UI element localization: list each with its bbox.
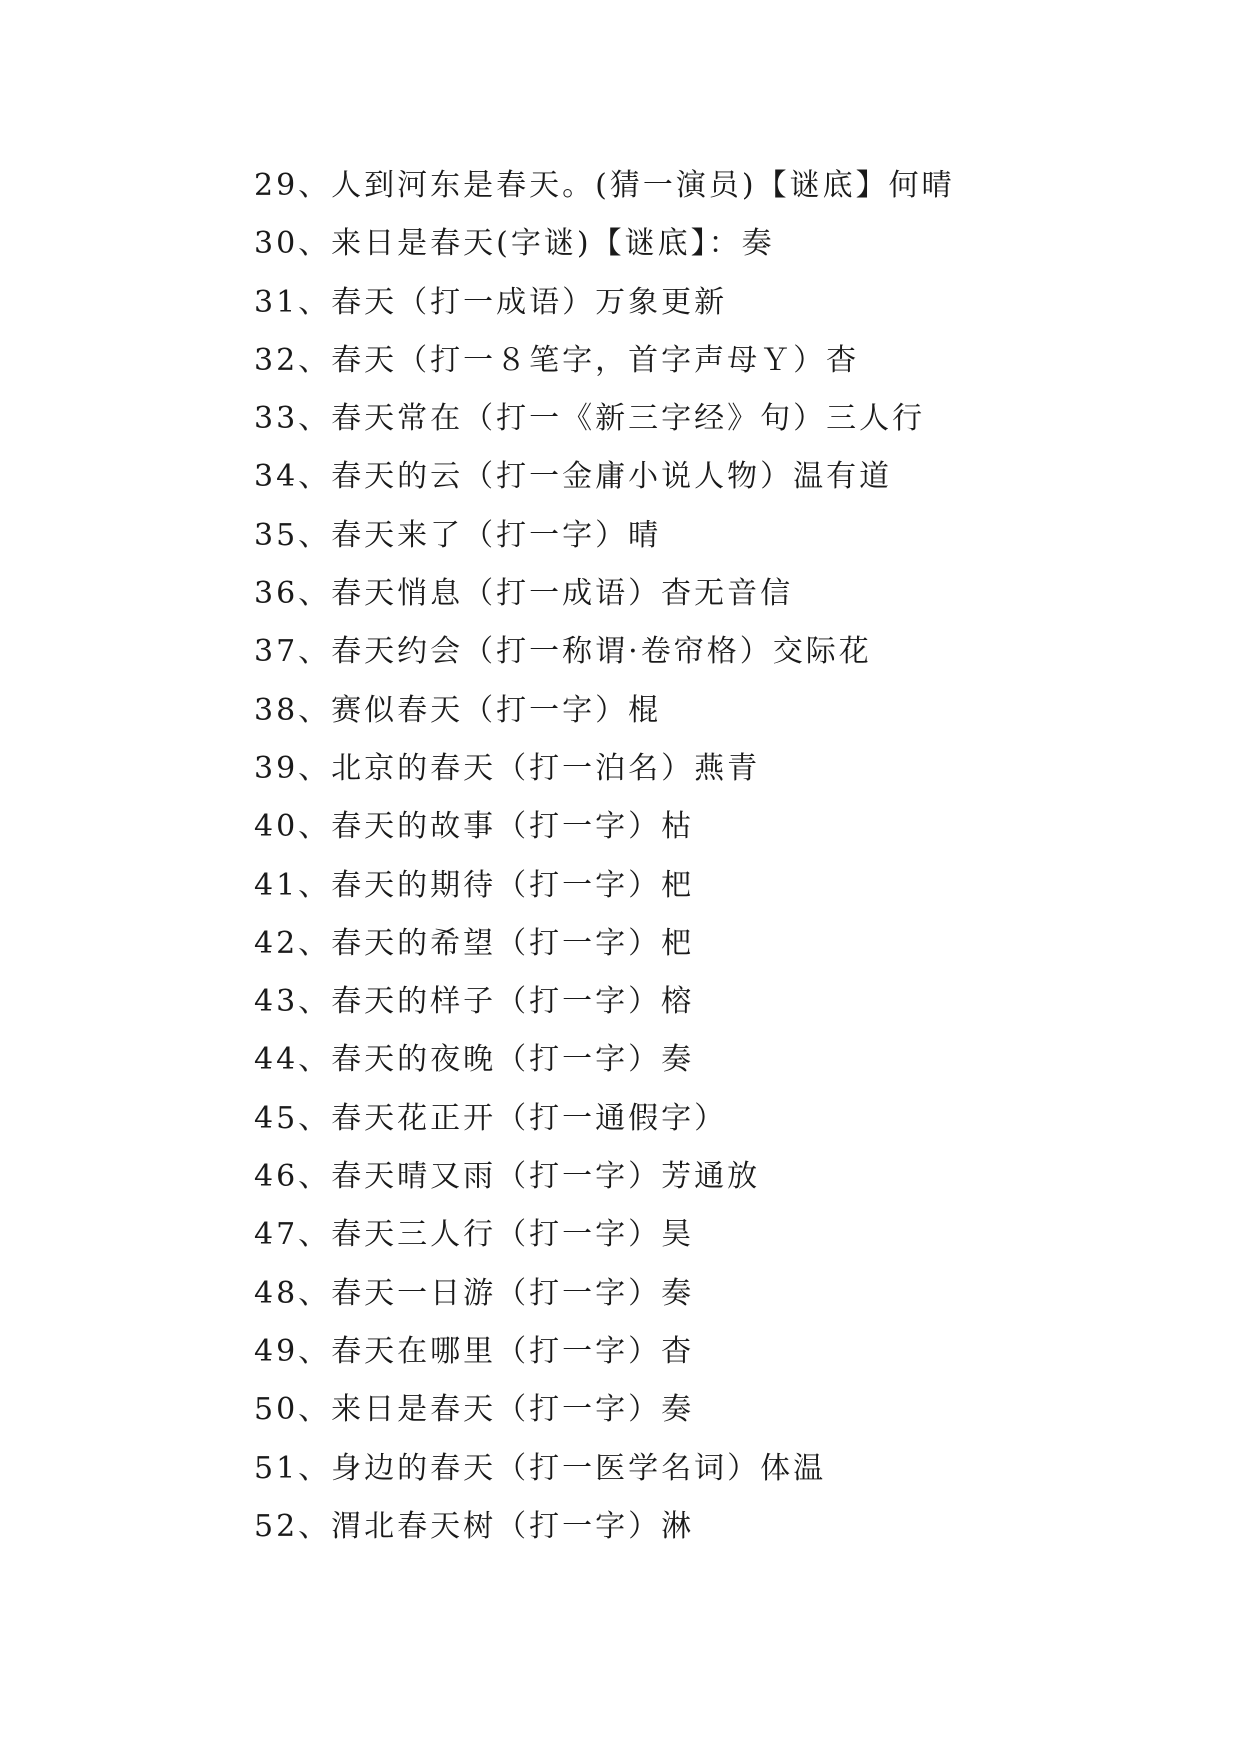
riddle-line-32: 32、春天（打一８笔字，首字声母Ｙ）杳 [254, 342, 860, 378]
riddle-line-33: 33、春天常在（打一《新三字经》句）三人行 [254, 401, 926, 437]
riddle-line-29: 29、人到河东是春天。(猜一演员)【谜底】何晴 [254, 168, 955, 203]
riddle-line-34: 34、春天的云（打一金庸小说人物）温有道 [254, 459, 893, 495]
riddle-line-48: 48、春天一日游（打一字）奏 [254, 1275, 695, 1311]
riddle-line-47: 47、春天三人行（打一字）昊 [254, 1217, 695, 1253]
riddle-line-44: 44、春天的夜晚（打一字）奏 [254, 1042, 695, 1078]
riddle-line-38: 38、赛似春天（打一字）棍 [254, 692, 662, 728]
riddle-line-46: 46、春天晴又雨（打一字）芳通放 [254, 1159, 761, 1195]
riddle-line-40: 40、春天的故事（打一字）枯 [254, 809, 695, 845]
riddle-line-42: 42、春天的希望（打一字）杷 [254, 925, 695, 961]
riddle-line-35: 35、春天来了（打一字）晴 [254, 517, 662, 553]
riddle-line-51: 51、身边的春天（打一医学名词）体温 [254, 1450, 827, 1486]
riddle-line-49: 49、春天在哪里（打一字）杳 [254, 1333, 695, 1369]
riddle-line-31: 31、春天（打一成语）万象更新 [254, 284, 728, 320]
riddle-line-39: 39、北京的春天（打一泊名）燕青 [254, 750, 761, 786]
riddle-line-36: 36、春天悄息（打一成语）杳无音信 [254, 576, 794, 612]
riddle-line-37: 37、春天约会（打一称谓·卷帘格）交际花 [254, 634, 872, 670]
riddle-line-52: 52、渭北春天树（打一字）淋 [254, 1508, 695, 1544]
riddle-line-41: 41、春天的期待（打一字）杷 [254, 867, 695, 903]
riddle-line-50: 50、来日是春天（打一字）奏 [254, 1392, 695, 1428]
riddle-list [254, 157, 955, 1556]
riddle-line-43: 43、春天的样子（打一字）榕 [254, 984, 695, 1020]
riddle-line-45: 45、春天花正开（打一通假字） [254, 1100, 728, 1136]
riddle-line-30: 30、来日是春天(字谜)【谜底】：奏 [254, 226, 775, 262]
